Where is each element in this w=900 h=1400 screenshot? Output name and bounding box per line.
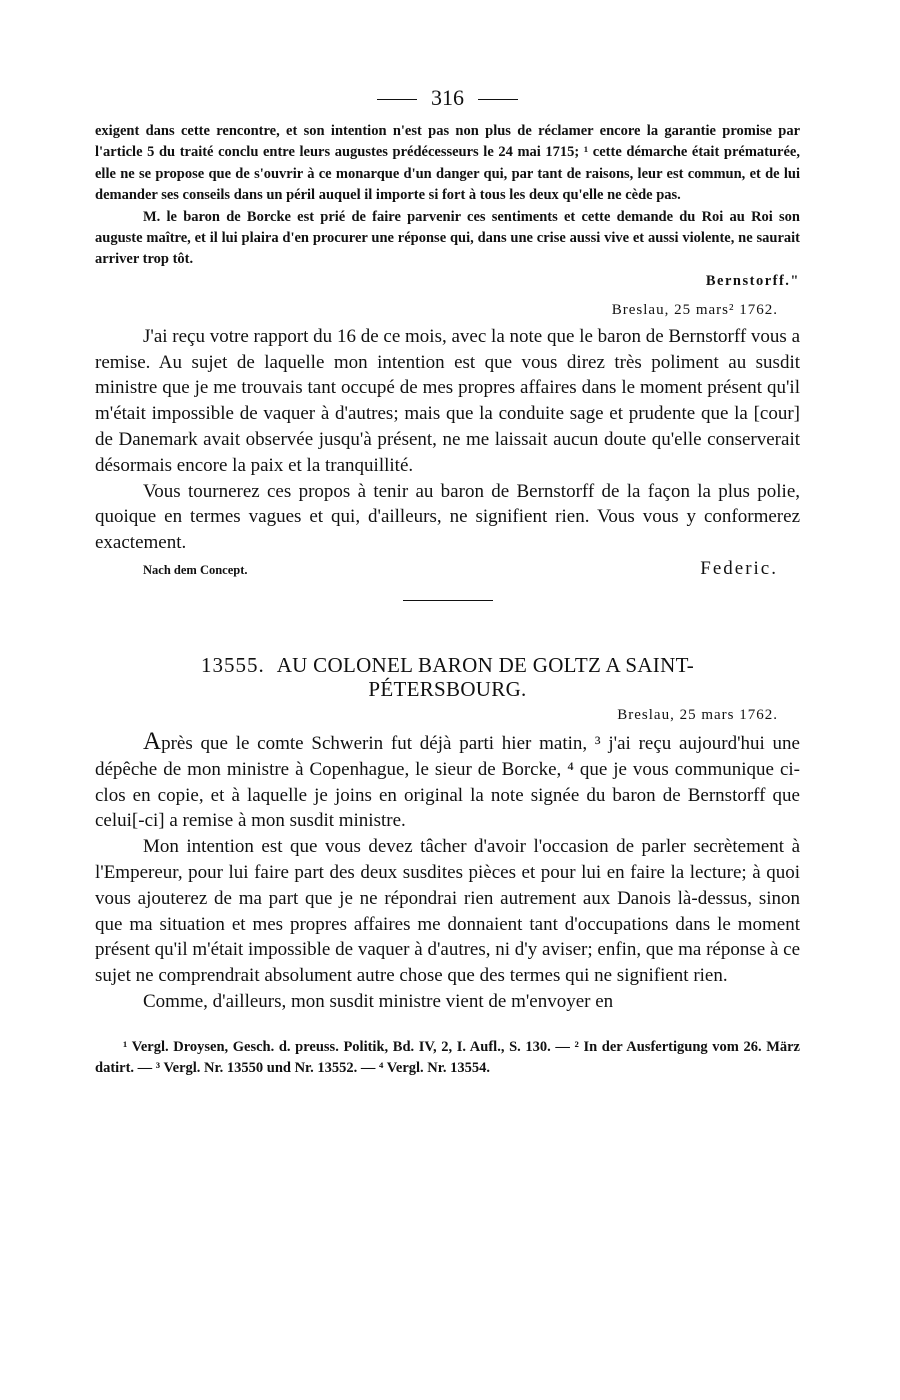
page-number-dash-right (478, 99, 518, 100)
letter-2-paragraph-3: Comme, d'ailleurs, mon susdit ministre vient de m'envoyer en (143, 990, 614, 1012)
letter-1-paragraph-1: J'ai reçu votre rapport du 16 de ce mois, avec la note que le baron de Bernstorff vous a remise. Au sujet de laquelle mon intention est que vous direz très poliment au susdit ministre que je me trouvais tant occupé de mes propres affaires dans le moment présent qu'il m'était impossible de vaquer à d'autres; mais que la conduite sage et prudente que la [cour] de Danemark avait observée jusqu'à présent, ne me laissait aucun doute qu'elle conserverait désormais encore la paix et la tranquillité. (95, 325, 800, 476)
note-paragraph-2: M. le baron de Borcke est prié de faire parvenir ces sentiments et cette demande du Roi au Roi son auguste maître, et il lui plaira d'en procurer une réponse qui, dans une crise aussi vive et aussi violente, ne saurait arriver trop tôt. (95, 208, 800, 268)
letter-2-heading-line-1 (95, 653, 800, 677)
letter-2-heading-text: AU COLONEL BARON DE GOLTZ A SAINT- (276, 653, 695, 678)
letter-2-paragraph-1 (95, 729, 800, 834)
note-signature: Bernstorff." (705, 272, 800, 289)
quoted-note (95, 121, 800, 292)
letter-2-paragraph-2: Mon intention est que vous devez tâcher d'avoir l'occasion de parler secrètement à l'Empereur, pour lui faire part des deux susdites pièces et pour lui en faire la lecture; à quoi vous ajouterez de ma part que je ne répondrai rien autrement aux Danois là-dessus, sinon que ma situation et mes propres affaires me donnaient tant d'occupations dans le moment présent qu'il m'était impossible de vaquer à d'autres, ni d'y aviser; enfin, que ma réponse à ce sujet ne comprendrait absolument autre chose que des termes qui ne signifient rien. (95, 836, 800, 987)
letter-2-heading-line-2: PÉTERSBOURG. (368, 677, 527, 702)
letter-2-dateline: Breslau, 25 mars 1762. (617, 707, 778, 724)
page-number-line (95, 85, 800, 111)
page-number-dash-left (377, 99, 417, 100)
letter-1-paragraph-2: Vous tournerez ces propos à tenir au baron de Bernstorff de la façon la plus polie, quoique en termes vagues et qui, d'ailleurs, ne signifient rien. Vous vous y conformerez exactement. (95, 480, 800, 554)
letter-1-dateline: Breslau, 25 mars² 1762. (611, 301, 778, 318)
letter-2-initial: A (143, 728, 162, 756)
footnotes (95, 1037, 800, 1079)
page-number: 316 (431, 85, 464, 110)
footnote-text: ¹ Vergl. Droysen, Gesch. d. preuss. Politik, Bd. IV, 2, I. Aufl., S. 130. — ² In der Ausfertigung vom 26. März datirt. — ³ Vergl. Nr. 13550 und Nr. 13552. — ⁴ Vergl. Nr. 13554. (95, 1038, 800, 1076)
note-paragraph-1: exigent dans cette rencontre, et son intention n'est pas non plus de réclamer encore la garantie promise par l'article 5 du traité conclu entre leurs augustes prédécesseurs le 24 mai 1715; ¹ cette démarche était prématurée, elle ne se propose que de s'ouvrir à ce monarque d'un danger qui, par tant de raisons, leur est commun, et de lui demander ses conseils dans un péril auquel il importe si fort à tous les deux qu'elle ne cède pas. (95, 123, 800, 204)
document-page (95, 85, 800, 1079)
letter-2-number: 13555. (200, 653, 265, 678)
letter-to-borcke (95, 296, 800, 580)
letter-1-signature: Federic. (700, 558, 778, 580)
letter-1-closing (95, 558, 800, 580)
letter-to-goltz (95, 653, 800, 1015)
letter-2-paragraph-1-text: près que le comte Schwerin fut déjà parti hier matin, ³ j'ai reçu aujourd'hui une dépêche de mon ministre à Copenhague, le sieur de Borcke, ⁴ que je vous communique ci-clos en copie, et à laquelle je joins en original la note signée du baron de Bernstorff que celui[-ci] a remise à mon susdit ministre. (95, 733, 800, 832)
section-divider (403, 600, 493, 601)
letter-1-source: Nach dem Concept. (143, 563, 248, 578)
